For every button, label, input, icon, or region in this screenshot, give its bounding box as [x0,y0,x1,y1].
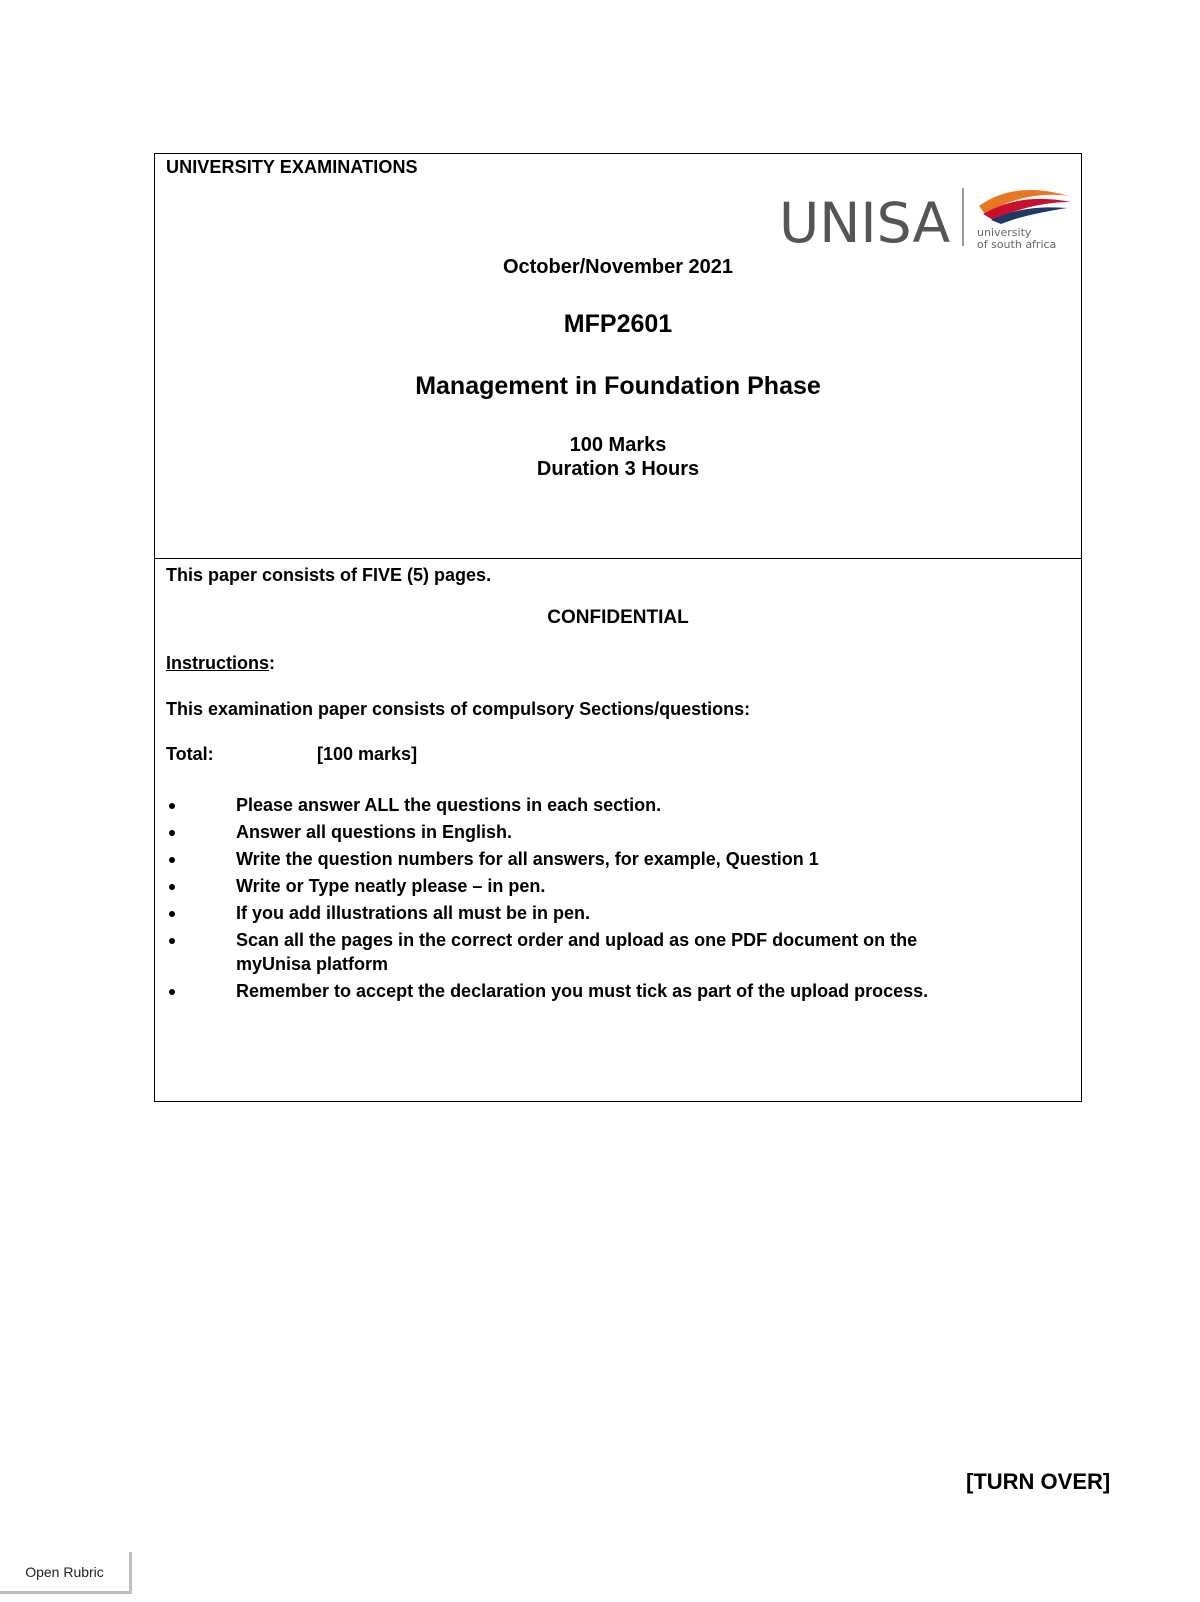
exam-date: October/November 2021 [502,256,734,278]
total-label: Total: [166,744,214,764]
course-title: Management in Foundation Phase [415,372,821,400]
instructions-heading [166,653,275,674]
instruction-text: Remember to accept the declaration you must tick as part of the upload process. [236,981,929,1001]
instruction-item [155,928,956,976]
bullet-icon [169,830,175,836]
unisa-logo-wordmark: UNISA [779,191,951,254]
exam-cover-box [154,153,1082,1102]
total-value: [100 marks] [317,744,418,764]
bullet-icon [169,803,175,809]
unisa-logo-tagline-1: university [977,226,1032,239]
unisa-logo-tagline-2: of south africa [977,238,1057,251]
exam-marks: 100 Marks [569,434,667,456]
instructions-list [155,793,1081,1006]
university-examinations-label: UNIVERSITY EXAMINATIONS [166,157,418,177]
instruction-item [155,874,956,898]
bullet-icon [169,989,175,995]
exam-duration: Duration 3 Hours [536,458,700,480]
course-code: MFP2601 [563,310,673,338]
instruction-text: Please answer ALL the questions in each section. [236,795,662,815]
bullet-icon [169,857,175,863]
instruction-item [155,901,956,925]
bullet-icon [169,884,175,890]
instruction-item [155,820,956,844]
instruction-text: If you add illustrations all must be in pen. [236,903,591,923]
instruction-item [155,847,956,871]
bullet-icon [169,911,175,917]
page-count-statement: This paper consists of FIVE (5) pages. [166,565,492,585]
instruction-item [155,793,956,817]
confidential-label: CONFIDENTIAL [547,607,689,628]
total-marks-line [166,744,418,765]
instruction-text: Scan all the pages in the correct order and upload as one PDF document on the myUnisa platform [236,930,918,974]
instruction-item [155,979,956,1003]
exam-info-section [155,559,1081,1101]
instructions-heading-colon: : [269,653,276,673]
bullet-icon [169,938,175,944]
open-rubric-button[interactable]: Open Rubric [0,1552,132,1594]
unisa-logo [779,184,1075,254]
instruction-text: Write or Type neatly please – in pen. [236,876,546,896]
instructions-heading-text: Instructions [166,653,270,673]
instruction-text: Answer all questions in English. [236,822,513,842]
instruction-text: Write the question numbers for all answers, for example, Question 1 [236,849,819,869]
compulsory-statement: This examination paper consists of compulsory Sections/questions: [166,699,751,719]
exam-header-section [155,154,1081,559]
turn-over-label: [TURN OVER] [966,1469,1111,1494]
